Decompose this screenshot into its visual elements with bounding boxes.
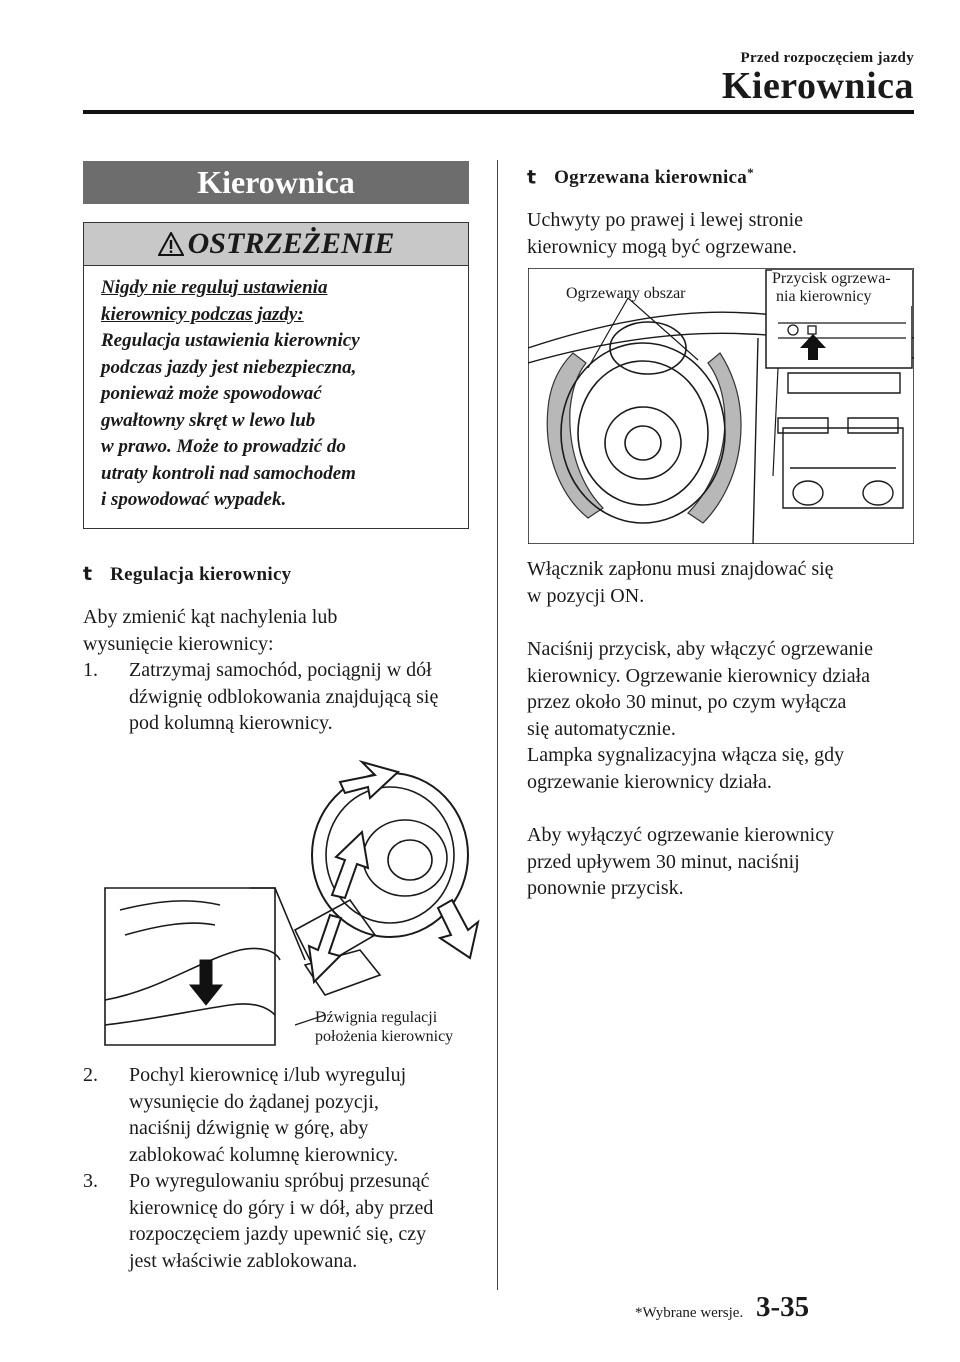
- text-line: w pozycji ON.: [527, 584, 645, 607]
- bullet-icon: t: [527, 166, 537, 189]
- heated-wheel-illustration: [528, 268, 914, 544]
- text-line: dźwignię odblokowania znajdującą się: [129, 685, 439, 708]
- warning-header: [84, 223, 468, 266]
- text-line: Aby wyłączyć ogrzewanie kierownicy: [527, 824, 835, 846]
- step-2: [83, 1062, 493, 1168]
- text-line: Pochyl kierownicę i/lub wyreguluj: [129, 1064, 407, 1086]
- text-line: jest właściwie zablokowana.: [129, 1249, 358, 1272]
- page-number: 3-35: [756, 1291, 810, 1323]
- text-line: naciśnij dźwignię w górę, aby: [129, 1117, 369, 1139]
- warning-triangle-icon: [158, 232, 184, 256]
- header-section: Przed rozpoczęciem jazdy: [740, 50, 914, 66]
- text-line: Po wyregulowaniu spróbuj przesunąć: [129, 1170, 430, 1192]
- text-line: kierownicy mogą być ogrzewane.: [527, 235, 797, 258]
- subsection-title: Ogrzewana kierownica: [554, 167, 748, 189]
- header-title: Kierownica: [721, 65, 914, 107]
- text-line: Zatrzymaj samochód, pociągnij w dół: [129, 659, 432, 681]
- heated-area-label: Ogrzewany obszar: [566, 285, 686, 302]
- text-line: przez około 30 minut, po czym wyłącza: [527, 691, 847, 713]
- warning-line: w prawo. Może to prowadzić do: [101, 436, 346, 457]
- header-rule: [83, 110, 914, 114]
- text-line: Uchwyty po prawej i lewej stronie: [527, 209, 804, 231]
- warning-line: Regulacja ustawienia kierownicy: [101, 330, 360, 351]
- warning-line: utraty kontroli nad samochodem: [101, 462, 356, 484]
- warning-line: gwałtowny skręt w lewo lub: [101, 409, 316, 431]
- footnote: *Wybrane wersje.: [635, 1305, 744, 1321]
- heated-intro: [527, 207, 927, 260]
- text-line: Dźwignia regulacji: [315, 1009, 438, 1026]
- step-3: [83, 1168, 493, 1274]
- text-line: wysunięcie do żądanej pozycji,: [129, 1090, 379, 1113]
- para-ignition: [527, 556, 937, 609]
- text-line: Aby zmienić kąt nachylenia lub: [83, 606, 338, 628]
- text-line: Naciśnij przycisk, aby włączyć ogrzewanie: [527, 638, 873, 660]
- step-number: 1.: [83, 659, 98, 681]
- warning-body: [101, 275, 456, 514]
- text-line: przed upływem 30 minut, naciśnij: [527, 850, 800, 873]
- text-line: Przycisk ogrzewa-: [772, 270, 891, 287]
- text-line: ogrzewanie kierownicy działa.: [527, 770, 772, 793]
- warning-line: ponieważ może spowodować: [101, 383, 322, 404]
- step-number: 3.: [83, 1170, 98, 1192]
- warning-line: podczas jazdy jest niebezpieczna,: [101, 356, 357, 378]
- subsection-title: Regulacja kierownicy: [110, 564, 292, 585]
- para-turn-off: [527, 822, 937, 902]
- text-line: kierownicy. Ogrzewanie kierownicy działa: [527, 664, 870, 687]
- warning-line: i spowodować wypadek.: [101, 489, 287, 510]
- warning-line: kierownicy podczas jazdy:: [101, 303, 304, 325]
- optional-mark: *: [747, 165, 754, 180]
- text-line: zablokować kolumnę kierownicy.: [129, 1143, 399, 1166]
- text-line: wysunięcie kierownicy:: [83, 632, 274, 655]
- adjust-intro: [83, 604, 483, 657]
- text-line: położenia kierownicy: [315, 1028, 454, 1045]
- warning-label: OSTRZEŻENIE: [187, 227, 395, 260]
- text-line: pod kolumną kierownicy.: [129, 712, 333, 734]
- text-line: kierownicę do góry i w dół, aby przed: [129, 1196, 434, 1219]
- warning-box: [83, 222, 469, 529]
- column-divider: [497, 160, 498, 1290]
- step-number: 2.: [83, 1064, 98, 1086]
- subsection-heading-heated: [527, 165, 754, 189]
- button-label: [772, 270, 912, 306]
- text-line: ponownie przycisk.: [527, 877, 684, 899]
- subsection-heading-adjust: [83, 563, 291, 586]
- warning-line: Nigdy nie reguluj ustawienia: [101, 277, 328, 298]
- para-operation: [527, 636, 947, 795]
- text-line: Lampka sygnalizacyjna włącza się, gdy: [527, 744, 845, 766]
- section-title-bar: Kierownica: [83, 161, 469, 204]
- bullet-icon: t: [83, 563, 93, 585]
- text-line: rozpoczęciem jazdy upewnić się, czy: [129, 1223, 427, 1245]
- text-line: Włącznik zapłonu musi znajdować się: [527, 558, 834, 580]
- text-line: nia kierownicy: [776, 288, 872, 305]
- lever-label: [315, 1008, 453, 1046]
- step-1: [83, 657, 493, 737]
- text-line: się automatycznie.: [527, 717, 676, 740]
